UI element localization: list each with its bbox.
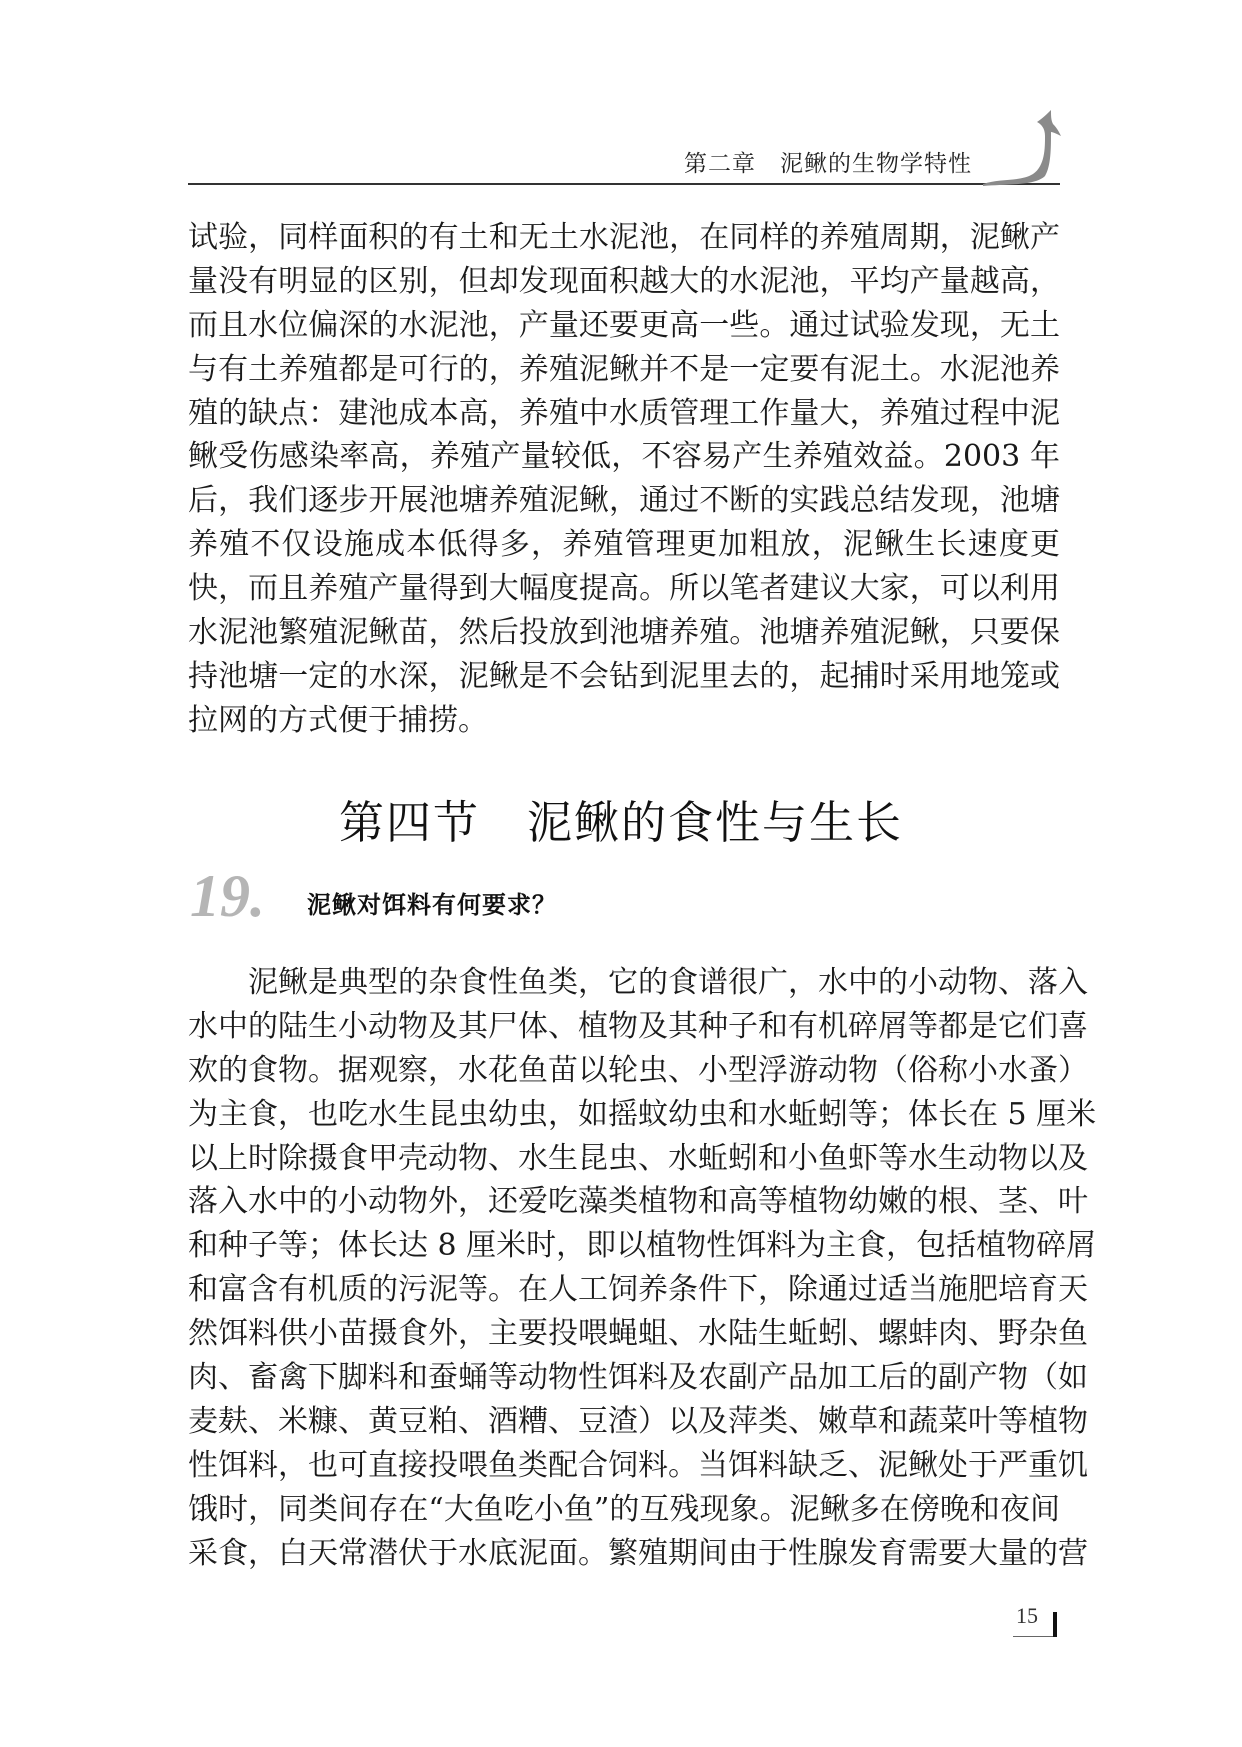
text-line: 然饵料供小苗摄食外，主要投喂蝇蛆、水陆生蚯蚓、螺蚌肉、野杂鱼: [188, 1316, 1088, 1352]
text-line: 快，而且养殖产量得到大幅度提高。所以笔者建议大家，可以利用: [188, 571, 1060, 607]
text-line: 试验，同样面积的有土和无土水泥池，在同样的养殖周期，泥鳅产: [188, 220, 1060, 255]
text-line: 后，我们逐步开展池塘养殖泥鳅，通过不断的实践总结发现，池塘: [188, 483, 1060, 519]
text-line: 水泥池繁殖泥鳅苗，然后投放到池塘养殖。池塘养殖泥鳅，只要保: [188, 615, 1060, 651]
text-line: 持池塘一定的水深，泥鳅是不会钻到泥里去的，起捕时采用地笼或: [188, 658, 1060, 694]
text-line: 水中的陆生小动物及其尸体、植物及其种子和有机碎屑等都是它们喜: [188, 1008, 1088, 1044]
running-head: 第二章 泥鳅的生物学特性: [684, 151, 972, 177]
text-line: 采食，白天常潜伏于水底泥面。繁殖期间由于性腺发育需要大量的营: [188, 1535, 1088, 1571]
text-line: 以上时除摄食甲壳动物、水生昆虫、水蚯蚓和小鱼虾等水生动物以及: [188, 1140, 1088, 1176]
text-line: 麦麸、米糠、黄豆粕、酒糟、豆渣）以及萍类、嫩草和蔬菜叶等植物: [188, 1403, 1088, 1439]
text-line: 泥鳅是典型的杂食性鱼类，它的食谱很广，水中的小动物、落入: [248, 965, 1088, 1000]
text-line: 肉、畜禽下脚料和蚕蛹等动物性饵料及农副产品加工后的副产物（如: [188, 1360, 1088, 1396]
text-line: 鳅受伤感染率高，养殖产量较低，不容易产生养殖效益。2003 年: [188, 439, 1060, 475]
page-number-rule: [1013, 1636, 1055, 1637]
body-paragraph-2: [188, 961, 1097, 1575]
header-rule: [188, 183, 1060, 185]
text-line: 为主食，也吃水生昆虫幼虫，如摇蚊幼虫和水蚯蚓等；体长在 5 厘米: [188, 1096, 1097, 1132]
text-line: 而且水位偏深的水泥池，产量还要更高一些。通过试验发现，无土: [188, 307, 1060, 343]
text-line: 与有土养殖都是可行的，养殖泥鳅并不是一定要有泥土。水泥池养: [188, 351, 1060, 387]
question-number: 19.: [190, 863, 265, 929]
text-line: 欢的食物。据观察，水花鱼苗以轮虫、小型浮游动物（俗称小水蚤）: [188, 1052, 1088, 1088]
text-line: 落入水中的小动物外，还爱吃藻类植物和高等植物幼嫩的根、茎、叶: [188, 1184, 1088, 1220]
text-line: 饿时，同类间存在“大鱼吃小鱼”的互残现象。泥鳅多在傍晚和夜间: [188, 1491, 1060, 1527]
text-line: 和富含有机质的污泥等。在人工饲养条件下，除通过适当施肥培育天: [188, 1272, 1088, 1308]
page-number: 15: [1016, 1603, 1038, 1628]
page-number-bar: [1053, 1612, 1057, 1637]
text-line: 性饵料，也可直接投喂鱼类配合饲料。当饵料缺乏、泥鳅处于严重饥: [188, 1447, 1088, 1483]
loach-fish-icon: [975, 108, 1065, 188]
text-line: 量没有明显的区别，但却发现面积越大的水泥池，平均产量越高，: [188, 263, 1060, 299]
text-line: 殖的缺点：建池成本高，养殖中水质管理工作量大，养殖过程中泥: [188, 395, 1060, 431]
body-paragraph-1: [188, 216, 1060, 743]
text-line: 拉网的方式便于捕捞。: [188, 702, 488, 738]
text-line: 养殖不仅设施成本低得多，养殖管理更加粗放，泥鳅生长速度更: [188, 527, 1060, 563]
section-title: 第四节 泥鳅的食性与生长: [338, 796, 903, 849]
text-line: 和种子等；体长达 8 厘米时，即以植物性饵料为主食，包括植物碎屑: [188, 1228, 1097, 1264]
question-title: 泥鳅对饵料有何要求？: [307, 891, 557, 919]
